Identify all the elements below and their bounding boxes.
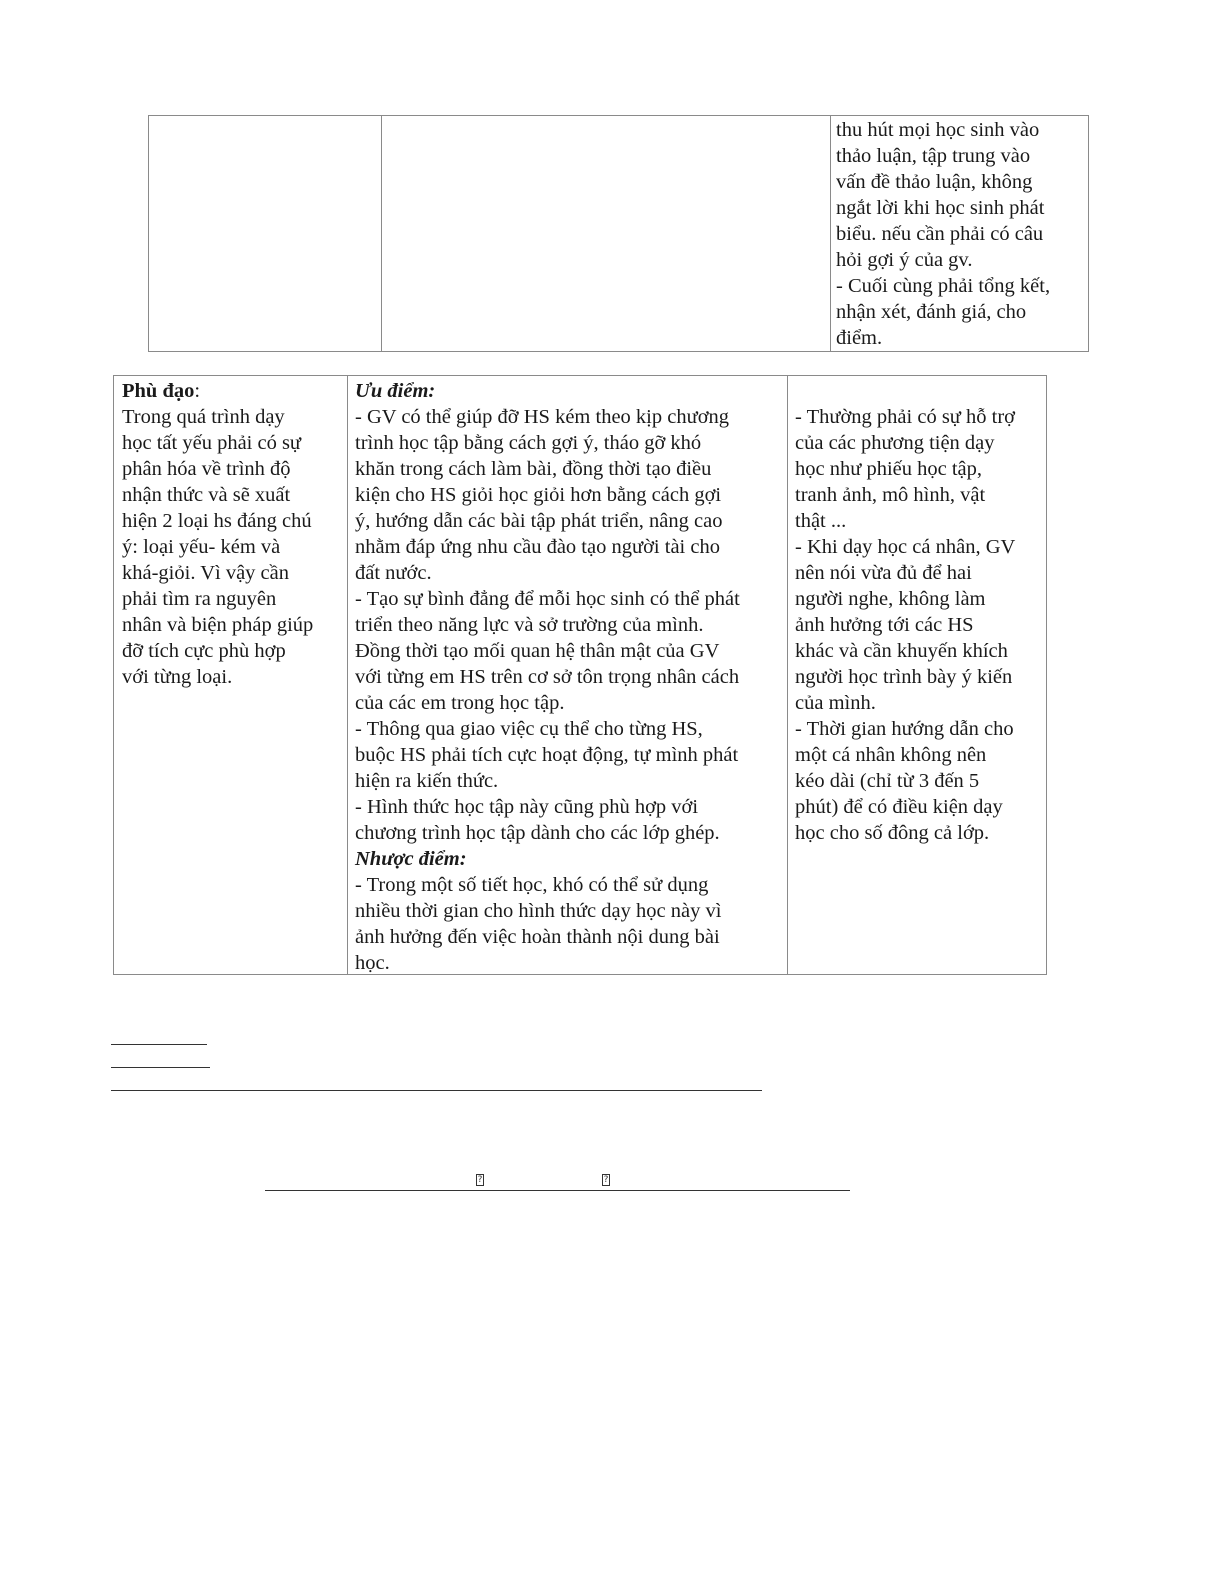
continuation-table [148, 115, 1089, 352]
method-name: Phù đạo [122, 380, 195, 402]
text-line: - Thời gian hướng dẫn cho [795, 718, 1014, 740]
tutoring-method-table [113, 375, 1047, 975]
advantages-heading: Ưu điểm: [355, 380, 436, 402]
text-line: kiện cho HS giỏi học giỏi hơn bằng cách gợi [355, 484, 722, 506]
column-divider [381, 116, 382, 351]
text-line: ý: loại yếu- kém và [122, 536, 281, 558]
text-line: ảnh hưởng tới các HS [795, 614, 974, 636]
text-line: khá-giỏi. Vì vậy cần [122, 562, 289, 584]
text-line: ngắt lời khi học sinh phát [836, 197, 1045, 219]
method-description-cell [114, 376, 347, 974]
text-line: - Thường phải có sự hỗ trợ [795, 406, 1016, 428]
text-line: với từng em HS trên cơ sở tôn trọng nhân cách [355, 666, 740, 688]
text-line: kéo dài (chỉ từ 3 đến 5 [795, 770, 980, 792]
text-line: người nghe, không làm [795, 588, 986, 610]
footer-rule [265, 1190, 850, 1191]
text-line: nhiều thời gian cho hình thức dạy học này vì [355, 900, 722, 922]
text-line: chương trình học tập dành cho các lớp ghép. [355, 822, 720, 844]
text-line: hiện ra kiến thức. [355, 770, 499, 792]
text-line: học cho số đông cả lớp. [795, 822, 990, 844]
text-line: người học trình bày ý kiến [795, 666, 1013, 688]
text-line: thảo luận, tập trung vào [836, 145, 1031, 167]
text-line: tranh ảnh, mô hình, vật [795, 484, 986, 506]
text-line: phải tìm ra nguyên [122, 588, 277, 610]
text-line: nhận xét, đánh giá, cho [836, 301, 1027, 323]
notes-cell [787, 376, 1046, 974]
text-line: Đồng thời tạo mối quan hệ thân mật của GV [355, 640, 720, 662]
text-line: một cá nhân không nên [795, 744, 987, 766]
text-line: học tất yếu phải có sự [122, 432, 302, 454]
text-line: thật ... [795, 510, 847, 532]
text-line: nên nói vừa đủ để hai [795, 562, 972, 584]
footnote-rule [111, 1090, 762, 1091]
text-line: biểu. nếu cần phải có câu [836, 223, 1044, 245]
text-line: học như phiếu học tập, [795, 458, 983, 480]
text-line: - Cuối cùng phải tổng kết, [836, 275, 1051, 297]
text-line: đỡ tích cực phù hợp [122, 640, 286, 662]
disadvantages-heading: Nhược điểm: [355, 848, 467, 870]
text-line: - Hình thức học tập này cũng phù hợp với [355, 796, 699, 818]
text-line: - Thông qua giao việc cụ thể cho từng HS, [355, 718, 703, 740]
text-line: - Khi dạy học cá nhân, GV [795, 536, 1016, 558]
footnote-rule [111, 1067, 210, 1068]
text-line: Trong quá trình dạy [122, 406, 285, 428]
footnote-rule [111, 1044, 207, 1045]
text-line: hiện 2 loại hs đáng chú [122, 510, 312, 532]
title-colon: : [194, 380, 201, 402]
text-line: với từng loại. [122, 666, 233, 688]
advantages-cell [347, 376, 787, 974]
text-line: triển theo năng lực và sở trường của mình. [355, 614, 704, 636]
text-line: phút) để có điều kiện dạy [795, 796, 1003, 818]
text-line: vấn đề thảo luận, không [836, 171, 1033, 193]
text-line: của các phương tiện dạy [795, 432, 995, 454]
text-line: - GV có thể giúp đỡ HS kém theo kịp chương [355, 406, 730, 428]
text-line: khác và cần khuyến khích [795, 640, 1008, 662]
text-line: nhận thức và sẽ xuất [122, 484, 291, 506]
missing-glyph-icon: ? [477, 1175, 483, 1185]
text-line: nhân và biện pháp giúp [122, 614, 314, 636]
missing-glyph-icon: ? [603, 1175, 609, 1185]
text-line: của các em trong học tập. [355, 692, 565, 714]
text-line: buộc HS phải tích cực hoạt động, tự mình phát [355, 744, 739, 766]
table1-cell-notes [830, 116, 1088, 351]
text-line: học. [355, 952, 390, 974]
text-line: nhằm đáp ứng nhu cầu đào tạo người tài cho [355, 536, 720, 558]
text-line: ảnh hưởng đến việc hoàn thành nội dung bài [355, 926, 720, 948]
text-line: - Trong một số tiết học, khó có thể sử dụng [355, 874, 709, 896]
text-line: ý, hướng dẫn các bài tập phát triển, nâng cao [355, 510, 723, 532]
text-line: của mình. [795, 692, 876, 714]
method-title [122, 378, 339, 404]
text-line: trình học tập bằng cách gợi ý, tháo gỡ khó [355, 432, 702, 454]
text-line: - Tạo sự bình đẳng để mỗi học sinh có thể phát [355, 588, 740, 610]
text-line: phân hóa về trình độ [122, 458, 291, 480]
text-line: thu hút mọi học sinh vào [836, 119, 1040, 141]
text-line: khăn trong cách làm bài, đồng thời tạo điều [355, 458, 712, 480]
text-line: đất nước. [355, 562, 432, 584]
text-line: hỏi gợi ý của gv. [836, 249, 973, 271]
text-line: điểm. [836, 327, 883, 349]
